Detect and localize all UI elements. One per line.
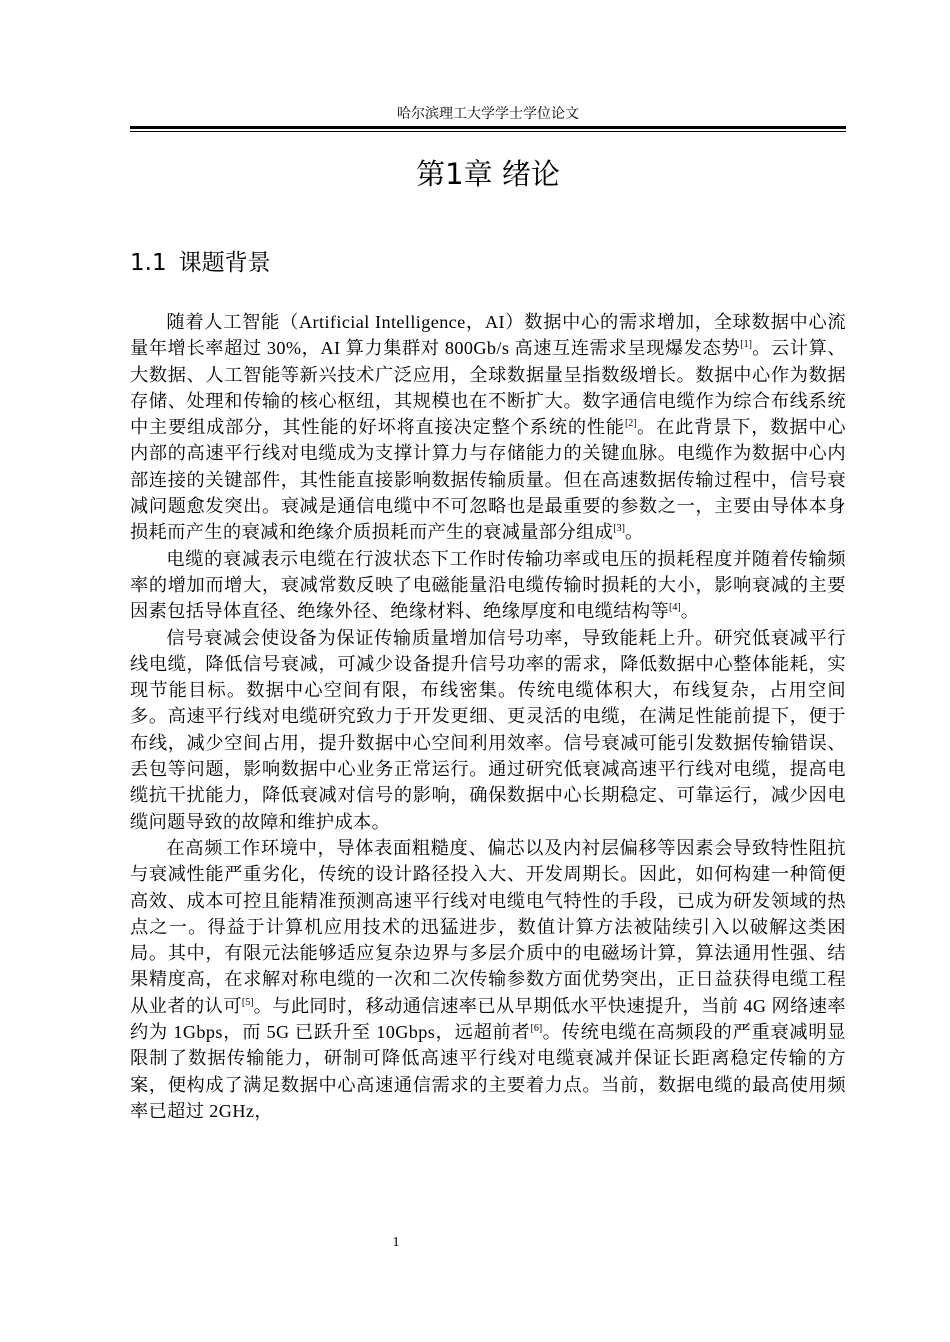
citation-ref: [6] bbox=[530, 1023, 543, 1035]
text-run: 在高频工作环境中，导体表面粗糙度、偏芯以及内衬层偏移等因素会导致特性阻抗与衰减性能严重劣化，传统的设计路径投入大、开发周期长。因此，如何构建一种简便高效、成本可控且能精准预测高速平行线对电缆电气特性的手段，已成为研发领域的热点之一。得益于计算机应用技术的迅猛进步，数值计算方法被陆续引入以破解这类困局。其中，有限元法能够适应复杂边界与多层介质中的电磁场计算，算法通用性强、结果精度高，在求解对称电缆的一次和二次传输参数方面优势突出，正日益获得电缆工程从业者的认可 bbox=[130, 837, 846, 1016]
text-run: 电缆的衰减表示电缆在行波状态下工作时传输功率或电压的损耗程度并随着传输频率的增加而增大，衰减常数反映了电磁能量沿电缆传输时损耗的大小，影响衰减的主要因素包括导体直径、绝缘外径、绝缘材料、绝缘厚度和电缆结构等 bbox=[130, 548, 846, 622]
text-run: 信号衰减会使设备为保证传输质量增加信号功率，导致能耗上升。研究低衰减平行线电缆，降低信号衰减，可减少设备提升信号功率的需求，降低数据中心整体能耗，实现节能目标。数据中心空间有限，布线密集。传统电缆体积大，布线复杂，占用空间多。高速平行线对电缆研究致力于开发更细、更灵活的电缆，在满足性能前提下，便于布线，减少空间占用，提升数据中心空间利用效率。信号衰减可能引发数据传输错误、丢包等问题，影响数据中心业务正常运行。通过研究低衰减高速平行线对电缆，提高电缆抗干扰能力，降低衰减对信号的影响，确保数据中心长期稳定、可靠运行，减少因电缆问题导致的故障和维护成本。 bbox=[130, 627, 846, 832]
section-number: 1.1 bbox=[130, 250, 167, 276]
paragraph bbox=[130, 546, 846, 625]
text-run: 。与此同时，移动通信速率已从早期低水平快速提升，当前 4G 网络速率约为 1Gbps，而 5G 已跃升至 10Gbps，远超前者 bbox=[130, 995, 846, 1043]
body-text bbox=[130, 309, 846, 1124]
section-heading bbox=[130, 246, 271, 280]
text-run: 。 bbox=[624, 522, 644, 543]
running-header: 哈尔滨理工大学学士学位论文 bbox=[397, 107, 579, 122]
text-run: 。 bbox=[680, 601, 700, 622]
citation-ref: [2] bbox=[624, 418, 637, 430]
section-title: 课题背景 bbox=[178, 250, 271, 276]
paragraph bbox=[130, 835, 846, 1124]
text-run: 。在此背景下，数据中心内部的高速平行线对电缆成为支撑计算力与存储能力的关键血脉。电缆作为数据中心内部连接的关键部件，其性能直接影响数据传输质量。但在高速数据传输过程中，信号衰减问题愈发突出。衰减是通信电缆中不可忽略也是最重要的参数之一，主要由导体本身损耗而产生的衰减和绝缘介质损耗而产生的衰减量部分组成 bbox=[130, 417, 847, 543]
citation-ref: [4] bbox=[669, 602, 681, 614]
citation-ref: [3] bbox=[613, 523, 625, 535]
paragraph bbox=[130, 625, 846, 835]
text-run: 。云计算、大数据、人工智能等新兴技术广泛应用，全球数据量呈指数级增长。数据中心作为数据存储、处理和传输的核心枢纽，其规模也在不断扩大。数字通信电缆作为综合布线系统中主要组成部分，其性能的好坏将直接决定整个系统的性能 bbox=[130, 338, 846, 438]
chapter-title: 第1章 绪论 bbox=[416, 157, 560, 191]
header-rule-thin bbox=[130, 131, 846, 132]
text-run: 。传统电缆在高频段的严重衰减明显限制了数据传输能力，研制可降低高速平行线对电缆衰减并保证长距离稳定传输的方案，便构成了满足数据中心高速通信需求的主要着力点。当前，数据电缆的最高使用频率已超过 2GHz， bbox=[130, 1022, 846, 1121]
citation-ref: [1] bbox=[740, 339, 752, 351]
citation-ref: [5] bbox=[241, 996, 254, 1008]
page-number: 1 bbox=[392, 1235, 400, 1250]
paragraph bbox=[130, 309, 846, 546]
header-rule-thick bbox=[130, 126, 846, 129]
text-run: 随着人工智能（Artificial Intelligence，AI）数据中心的需求增加，全球数据中心流量年增长率超过 30%，AI 算力集群对 800Gb/s 高速互连需求呈现爆发态势 bbox=[130, 312, 846, 359]
